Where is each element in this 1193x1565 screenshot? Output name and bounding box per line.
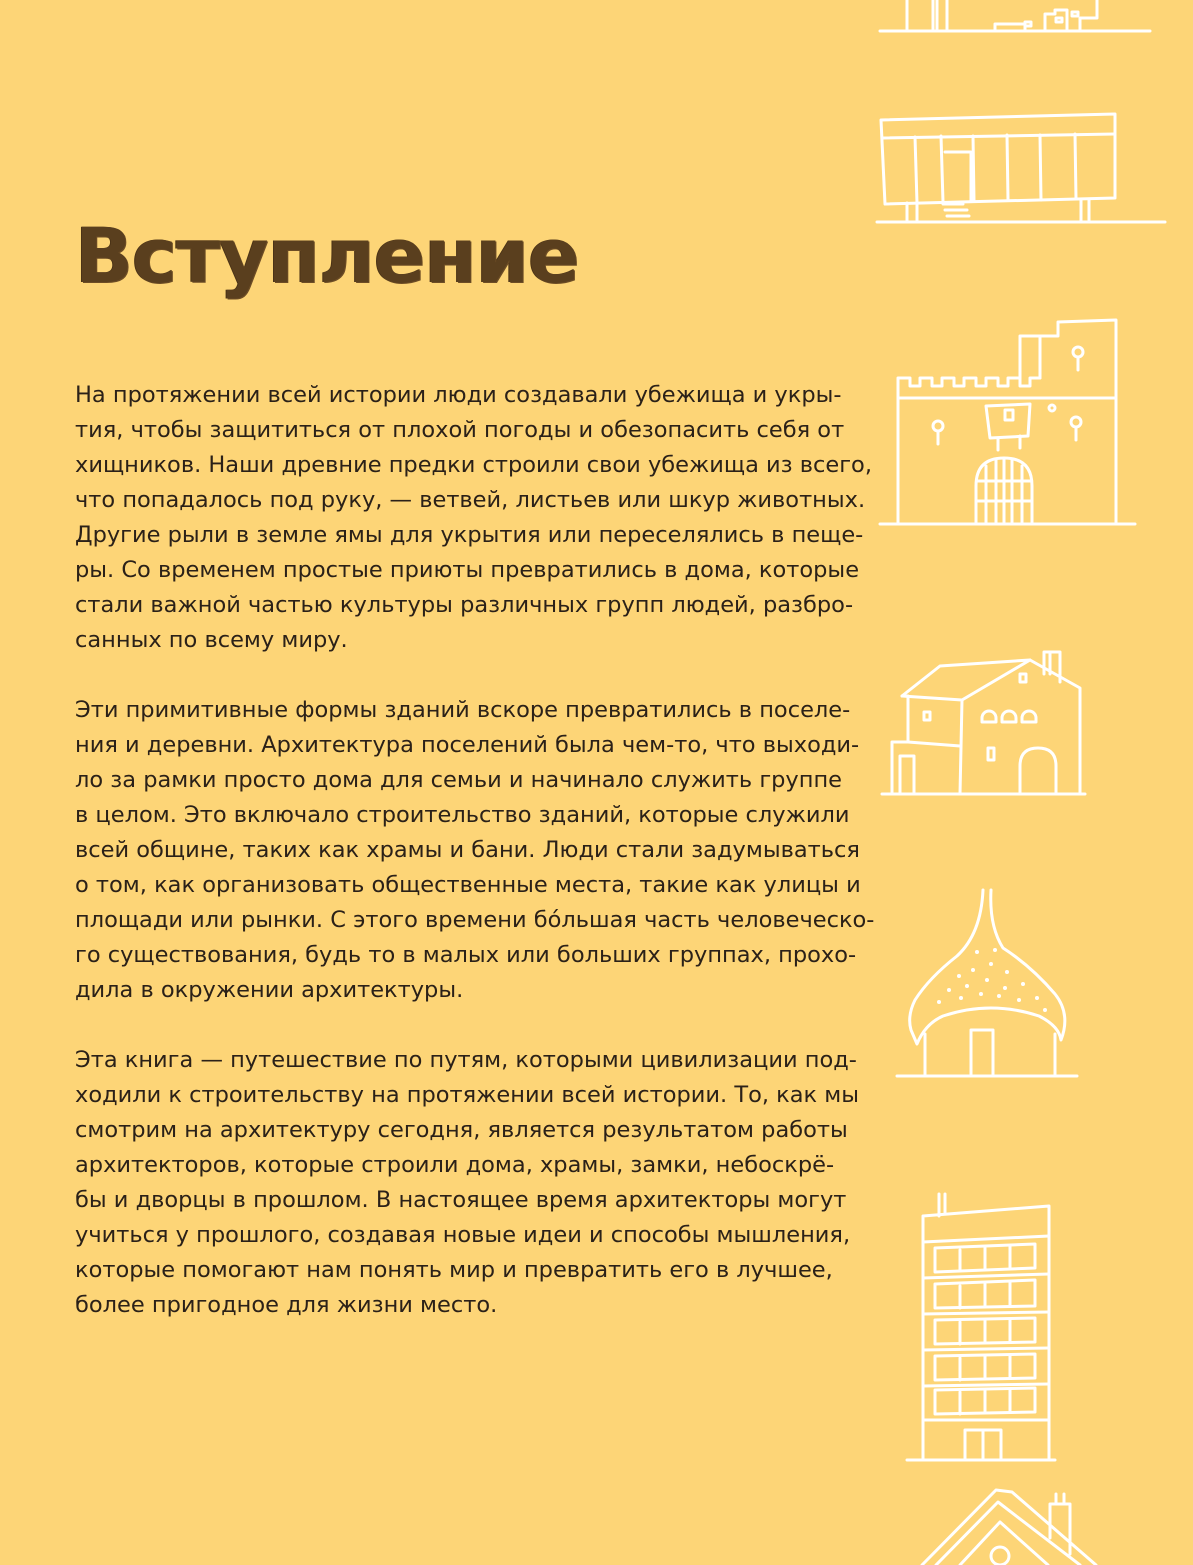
- intro-text: [75, 378, 875, 1358]
- ruins-illustration: [875, 0, 1160, 36]
- page-title: Вступление: [75, 211, 579, 300]
- house-roof-illustration: [900, 1480, 1110, 1565]
- modernist-building-illustration: [875, 112, 1175, 230]
- castle-illustration: [880, 316, 1140, 531]
- farmhouse-illustration: [880, 646, 1090, 798]
- paragraph-1: На протяжении всей истории люди создавали убежища и укры- тия, чтобы защититься от плохой погоды и обезопасить себя от хищников. Наши древние предки строили свои убежища из всего, что попадалось под руку, — ветвей, листьев или шкур животных. Другие рыли в земле ямы для укрытия или переселялись в пеще- ры. Со временем простые приюты превратились в дома, которые стали важной частью культуры различных групп людей, разбро- санных по всему миру.: [75, 382, 872, 653]
- hut-illustration: [895, 884, 1085, 1080]
- apartment-block-illustration: [905, 1192, 1065, 1466]
- paragraph-2: Эти примитивные формы зданий вскоре превратились в поселе- ния и деревни. Архитектура поселений была чем-то, что выходи- ло за рамки просто дома для семьи и начинало служить группе в целом. Это включало строительство зданий, которые служили всей общине, таких как храмы и бани. Люди стали задумываться о том, как организовать общественные места, такие как улицы и площади или рынки. С этого времени бóльшая часть человеческо- го существования, будь то в малых или больших группах, прохо- дила в окружении архитектуры.: [75, 697, 875, 1003]
- paragraph-3: Эта книга — путешествие по путям, которыми цивилизации под- ходили к строительству на протяжении всей истории. То, как мы смотрим на архитектуру сегодня, является результатом работы архитекторов, которые строили дома, храмы, замки, небоскрё- бы и дворцы в прошлом. В настоящее время архитекторы могут учиться у прошлого, создавая новые идеи и способы мышления, которые помогают нам понять мир и превратить его в лучшее, более пригодное для жизни место.: [75, 1047, 859, 1318]
